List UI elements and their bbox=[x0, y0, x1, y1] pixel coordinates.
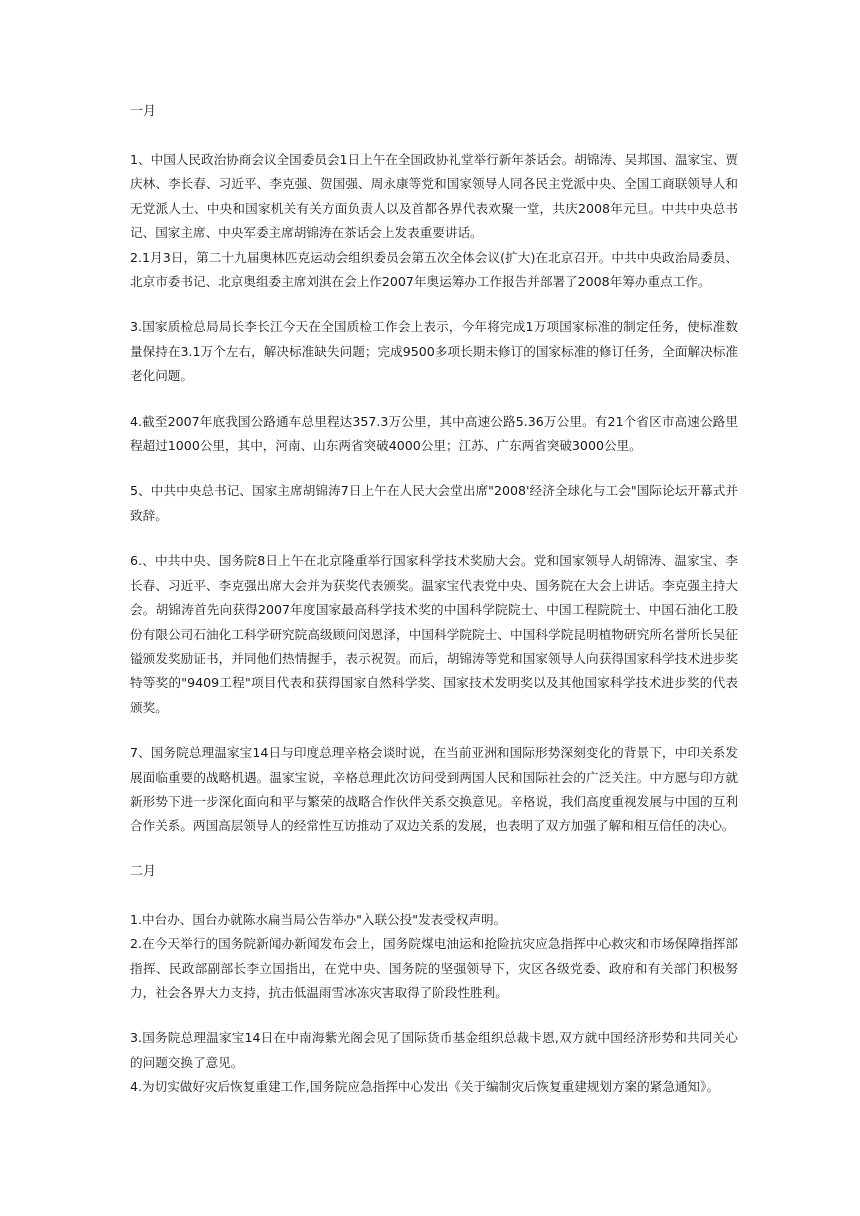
spacer bbox=[130, 528, 738, 549]
paragraph-jan-7: 7、国务院总理温家宝14日与印度总理辛格会谈时说，在当前亚洲和国际形势深刻变化的背景下，中印关系发展面临重要的战略机遇。温家宝说，辛格总理此次访问受到两国人民和国际社会的广泛关注。中方愿与印方就新形势下进一步深化面向和平与繁荣的战略合作伙伴关系交换意见。辛格说，我们高度重视发展与中国的互利合作关系。两国高层领导人的经常性互访推动了双边关系的发展，也表明了双方加强了解和相互信任的决心。 bbox=[130, 745, 738, 834]
paragraph-feb-1: 1.中台办、国台办就陈水扁当局公告举办"入联公投"发表受权声明。 bbox=[130, 911, 507, 927]
spacer bbox=[130, 389, 738, 410]
spacer bbox=[130, 124, 738, 148]
paragraph-jan-3: 3.国家质检总局局长李长江今天在全国质检工作会上表示，今年将完成1万项国家标准的制定任务，使标准数量保持在3.1万个左右，解决标准缺失问题；完成9500多项长期未修订的国家标准的修订任务，全面解决标准老化问题。 bbox=[130, 319, 738, 384]
paragraph-feb-2: 2.在今天举行的国务院新闻办新闻发布会上，国务院煤电油运和抢险抗灾应急指挥中心救灾和市场保障指挥部指挥、民政部副部长李立国指出，在党中央、国务院的坚强领导下，灾区各级党委、政府和有关部门积极努力，社会各界大力支持，抗击低温雨雪冰冻灾害取得了阶段性胜利。 bbox=[130, 936, 738, 1000]
paragraph-jan-6: 6.、中共中央、国务院8日上午在北京隆重举行国家科学技术奖励大会。党和国家领导人胡锦涛、温家宝、李长春、习近平、李克强出席大会并为获奖代表颁奖。温家宝代表党中央、国务院在大会上讲话。李克强主持大会。胡锦涛首先向获得2007年度国家最高科学技术奖的中国科学院院士、中国工程院院士、中国石油化工股份有限公司石油化工科学研究院高级顾问闵恩泽，中国科学院院士、中国科学院昆明植物研究所名誉所长吴征镒颁发奖励证书，并同他们热情握手，表示祝贺。而后，胡锦涛等党和国家领导人向获得国家科学技术进步奖特等奖的"9409工程"项目代表和获得国家自然科学奖、国家技术发明奖以及其他国家科学技术进步奖的代表颁奖。 bbox=[130, 553, 738, 715]
spacer bbox=[130, 720, 738, 741]
spacer bbox=[130, 884, 738, 908]
spacer bbox=[130, 458, 738, 479]
paragraph-jan-2: 2.1月3日，第二十九届奥林匹克运动会组织委员会第五次全体会议(扩大)在北京召开。中共中央政治局委员、北京市委书记、北京奥组委主席刘淇在会上作2007年奥运筹办工作报告并部署了2008年筹办重点工作。 bbox=[130, 249, 738, 290]
paragraph-feb-3: 3.国务院总理温家宝14日在中南海紫光阁会见了国际货币基金组织总裁卡恩,双方就中国经济形势和共同关心的问题交换了意见。 bbox=[130, 1030, 738, 1070]
paragraph-jan-1: 1、中国人民政治协商会议全国委员会1日上午在全国政协礼堂举行新年茶话会。胡锦涛、吴邦国、温家宝、贾庆林、李长春、习近平、李克强、贺国强、周永康等党和国家领导人同各民主党派中央、全国工商联领导人和无党派人士、中央和国家机关有关方面负责人以及首都各界代表欢聚一堂，共庆2008年元旦。中共中央总书记、国家主席、中央军委主席胡锦涛在茶话会上发表重要讲话。 bbox=[130, 152, 738, 241]
spacer bbox=[130, 839, 738, 860]
document-page bbox=[130, 100, 738, 1100]
spacer bbox=[130, 1005, 738, 1026]
month-heading-january: 一月 bbox=[130, 104, 157, 119]
spacer bbox=[130, 294, 738, 315]
paragraph-jan-5: 5、中共中央总书记、国家主席胡锦涛7日上午在人民大会堂出席"2008'经济全球化与工会"国际论坛开幕式并致辞。 bbox=[130, 483, 738, 523]
paragraph-feb-4: 4.为切实做好灾后恢复重建工作,国务院应急指挥中心发出《关于编制灾后恢复重建规划方案的紧急通知》。 bbox=[130, 1079, 720, 1095]
paragraph-jan-4: 4.截至2007年底我国公路通车总里程达357.3万公里，其中高速公路5.36万公里。有21个省区市高速公路里程超过1000公里，其中，河南、山东两省突破4000公里；江苏、广东两省突破3000公里。 bbox=[130, 413, 738, 454]
month-heading-february: 二月 bbox=[130, 863, 157, 879]
